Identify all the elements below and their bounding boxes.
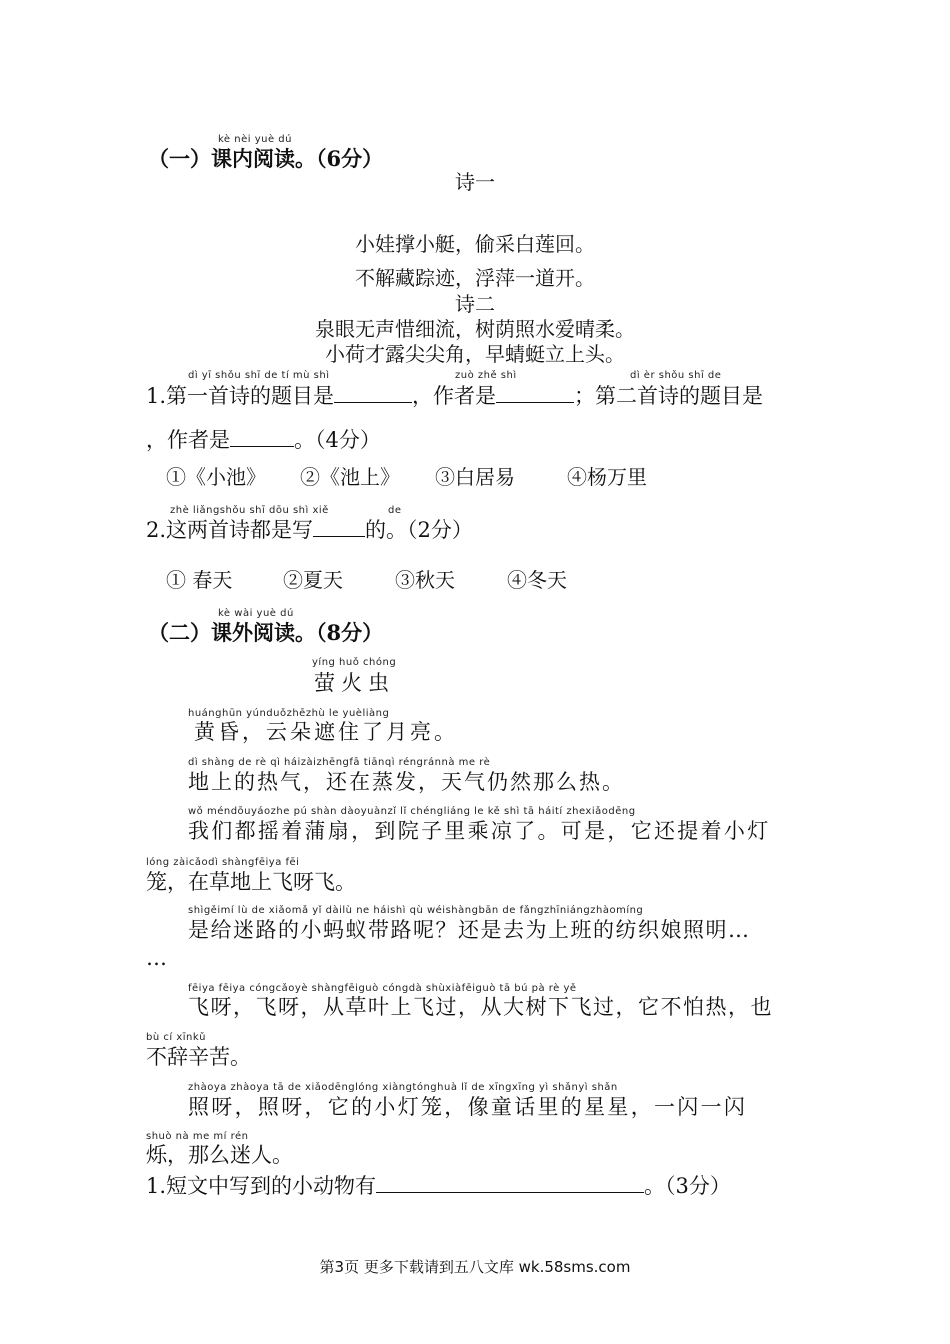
story-title: 萤火虫 [314,671,395,695]
story-title-pinyin: yíng huǒ chóng [312,657,397,668]
story-p4b: … [146,946,167,970]
story-p5-pinyin: fēiya fēiya cóngcǎoyè shàngfēiguò cóngdà shùxiàfēiguò tā bú pà rè yě [188,983,577,994]
story-p6-pinyin: zhàoya zhàoya tā de xiǎodēnglóng xiàngtónghuà lǐ de xīngxīng yì shǎnyì shǎn [188,1082,618,1093]
q1-line2 [146,424,381,454]
q2-option-3[interactable]: ③秋天 [395,568,455,592]
q1-pinyin-b: zuò zhě shì [455,370,517,381]
q3-blank[interactable] [376,1174,644,1193]
q2-option-2[interactable]: ②夏天 [283,568,343,592]
story-p4-pinyin: shìgěimí lù de xiǎomǎ yǐ dàilù ne háishì qù wéishàngbān de fǎngzhīniángzhàomíng [188,905,644,916]
section1-heading: （一）课内阅读。（6分） [148,146,384,171]
story-p6a: 照呀，照呀，它的小灯笼，像童话里的星星，一闪一闪 [188,1095,748,1119]
q1-line1 [146,380,763,410]
q2-pinyin-a: zhè liǎngshǒu shī dōu shì xiě [170,505,329,516]
q2-blank[interactable] [313,518,365,537]
story-p5a: 飞呀，飞呀，从草叶上飞过，从大树下飞过，它不怕热，也 [188,995,773,1019]
story-p6b-pinyin: shuò nà me mí rén [146,1131,249,1142]
q1-title1-blank[interactable] [334,384,412,403]
q1-pinyin-a: dì yī shǒu shī de tí mù shì [188,370,330,381]
poem1-line2: 不解藏踪迹，浮萍一道开。 [355,266,595,290]
page-footer: 第3页 更多下载请到五八文库 wk.58sms.com [319,1258,631,1276]
q2-pinyin-b: de [388,505,402,516]
section1-pinyin: kè nèi yuè dú [218,134,292,145]
story-p2: 地上的热气，还在蒸发，天气仍然那么热。 [188,770,625,794]
story-p3b: 笼，在草地上飞呀飞。 [146,870,356,894]
q1-author2-blank[interactable] [230,428,294,447]
q2-text-part2: 的。（2分） [365,518,473,542]
q1-author1-blank[interactable] [496,384,574,403]
q3-text-part1: 1.短文中写到的小动物有 [146,1174,377,1198]
q3-line [146,1170,731,1200]
q1-text-part4: ，作者是 [146,428,230,452]
q2-option-4[interactable]: ④冬天 [507,568,567,592]
story-p1-pinyin: huánghūn yúnduǒzhēzhù le yuèliàng [188,708,390,719]
q1-option-3[interactable]: ③白居易 [435,465,515,489]
story-p3-pinyin: wǒ méndōuyáozhe pú shàn dàoyuànzǐ lǐ chéngliáng le kě shì tā háití zhexiǎodēng [188,806,636,817]
poem1-title: 诗一 [455,170,495,194]
q2-line [146,514,473,544]
poem2-line1: 泉眼无声惜细流，树荫照水爱晴柔。 [315,317,635,341]
story-p2-pinyin: dì shàng de rè qì háizàizhēngfā tiānqì réngránnà me rè [188,757,491,768]
story-p3b-pinyin: lóng zàicǎodì shàngfēiya fēi [146,857,300,868]
q1-text-part1: 1.第一首诗的题目是 [146,384,335,408]
q1-text-part2: ，作者是 [412,384,497,408]
section2-heading: （二）课外阅读。（8分） [148,620,384,645]
poem2-line2: 小荷才露尖尖角，早蜻蜓立上头。 [325,342,625,366]
q1-pinyin-c: dì èr shǒu shī de [630,370,722,381]
q1-option-2[interactable]: ②《池上》 [300,465,400,489]
story-p6b: 烁，那么迷人。 [146,1143,293,1167]
q1-text-part5: 。（4分） [294,428,381,452]
q1-option-4[interactable]: ④杨万里 [567,465,647,489]
section2-pinyin: kè wài yuè dú [218,608,294,619]
story-p5b-pinyin: bù cí xīnkǔ [146,1032,206,1043]
story-p4a: 是给迷路的小蚂蚁带路呢？还是去为上班的纺织娘照明… [188,918,751,942]
story-p3a: 我们都摇着蒲扇，到院子里乘凉了。可是，它还提着小灯 [188,819,771,843]
poem1-line1: 小娃撑小艇，偷采白莲回。 [355,232,595,256]
story-p1: 黄昏，云朵遮住了月亮。 [194,720,458,744]
q1-option-1[interactable]: ①《小池》 [166,465,266,489]
q3-text-part2: 。（3分） [644,1174,731,1198]
poem2-title: 诗二 [455,292,495,316]
q2-text-part1: 2.这两首诗都是写 [146,518,314,542]
q2-option-1[interactable]: ① 春天 [166,568,233,592]
story-p5b: 不辞辛苦。 [146,1045,251,1069]
q1-text-part3: ；第二首诗的题目是 [574,384,764,408]
